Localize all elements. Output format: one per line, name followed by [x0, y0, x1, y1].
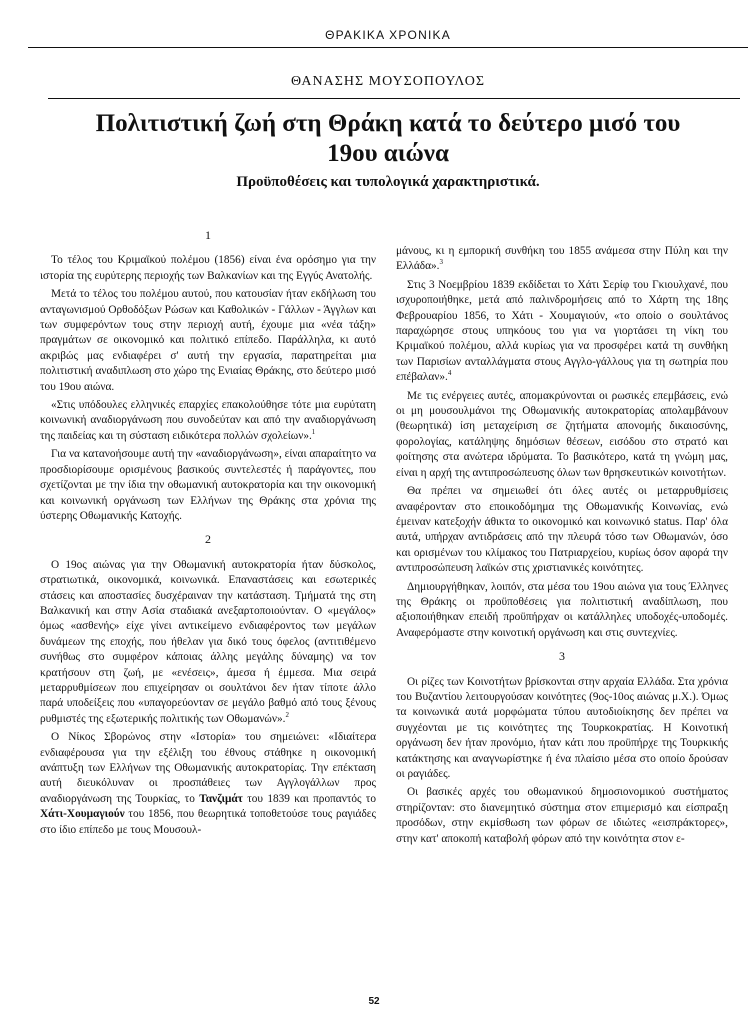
article-subtitle: Προϋποθέσεις και τυπολογικά χαρακτηριστικά.: [236, 174, 540, 190]
paragraph: Με τις ενέργειες αυτές, απομακρύνονται οι ρωσικές επεμβάσεις, ενώ οι μη μουσουλμάνοι της Οθωμανικής αυτοκρατορίας απολαμβάνουν (θεωρητικά) ίση μεταχείριση σε ζητήματα απονομής δικαιοσύνης, φορολογίας, κατάληψης δημόσιων θέσεων, εισόδου στο στρατό και φοίτησης στα ανώτερα ιδρύματα. Το βασικότερο, κατά τη γνώμη μας, είναι η αρχή της αντιπροσώπευσης όλων των θρησκευτικών κοινοτήτων.: [396, 389, 728, 479]
paragraph-text: Στις 3 Νοεμβρίου 1839 εκδίδεται το Χάτι Σερίφ του Γκιουλχανέ, που ισχυροποιήθηκε, μετά από παλινδρομήσεις από το Χάρτη της 18ης Φεβρουαρίου 1856, το Χάτι - Χουμαγιούν, «το οποίο ο σουλτάνος παραχώρησε στους υπηκόους του για να γιορτάσει τη νίκη του Κριμαϊκού πολέμου, αλλά κυρίως για να προσφέρει κατά τη συνθήκη των Παρισίων ανταλλάγματα στους Αγγλο-γάλλους για τη σωτηρία που επέβαλαν».: [396, 278, 728, 384]
page-number: 52: [368, 996, 380, 1007]
paragraph: [396, 244, 728, 275]
section-number-1: 1: [205, 228, 211, 242]
quote-text: «Στις υπόδουλες ελληνικές επαρχίες επακολούθησε τότε μια ευρύτατη κοινωνική αναδιοργάνωση που συνοδεύταν και από την αναδιοργάνωση της παιδείας και τη σύσταση ειδικότερα πολλών σχολείων».: [40, 399, 376, 442]
paragraph-text: μάνους, κι η εμπορική συνθήκη του 1855 ανάμεσα στην Πύλη και την Ελλάδα».: [396, 245, 728, 273]
right-column: [396, 244, 728, 850]
paragraph: Θα πρέπει να σημειωθεί ότι όλες αυτές οι μεταρρυθμίσεις αναφέρονταν στο εποικοδόμημα της Οθωμανικής Κοινωνίας, ενώ έμειναν κατεξοχήν άθικτα το οικονομικό και κοινωνικό status. Παρ' όλα αυτά, υπήρχαν αντιδράσεις από την πλευρά τόσο των Οθωμανών, όσο και ορισμένων του κλίμακος του Πατριαρχείου, κυρίως όσον αφορά την αντιπροσώπευση λαϊκών στις χριστιανικές κοινότητες.: [396, 485, 728, 575]
paragraph: Οι βασικές αρχές του οθωμανικού δημοσιονομικού συστήματος στηρίζονταν: στο διανεμητικό σύστημα στον επιμερισμό και είσπραξη προσόδων, στην εκμίσθωση των φόρων σε ιδιώτες «εισπράκτορες», στην κατ' αποκοπή καταβολή φόρων από την κοινότητα στον ε-: [396, 786, 728, 845]
left-column: [40, 224, 376, 841]
paragraph: [396, 278, 728, 386]
bold-term: Τανζιμάτ: [199, 792, 243, 805]
paragraph-text: Ο 19ος αιώνας για την Οθωμανική αυτοκρατορία ήταν δύσκολος, στρατιωτικά, οικονομικά, κοινωνικά. Επαναστάσεις και εσωτερικές στάσεις και αποστασίες δυσχέραιναν την κατάσταση. Τμήματά της στη Βαλκανική και στην Ασία σταδιακά ανεξαρτοποιούνταν. Ο «μεγάλος» όμως «ασθενής» είχε γίνει αντικείμενο ενδιαφέροντος των μεγάλων δυνάμεων της εποχής, που ήθελαν για δικό τους όφελος (αντιτιθέμενο συνήθως στο συμφέρον κάποιας άλλης μεγάλης δύναμης) να τον κρατήσουν στη ζωή, με «ενέσεις», άμεσα ή έμμεσα. Μια σειρά μεταρρυθμίσεων που επιχείρησαν οι σουλτάνοι δεν ήταν τίποτε άλλο παρά υποδείξεις που «υπαγορεύονταν σε μεγάλο βαθμό από τους ξένους ρυθμιστές της εξωτερικής πολιτικής των Οθωμανών».: [40, 558, 376, 725]
author-name: ΘΑΝΑΣΗΣ ΜΟΥΣΟΠΟΥΛΟΣ: [290, 74, 486, 89]
footnote-ref: 3: [439, 258, 443, 267]
paragraph-text: του 1856, που θεωρητικά τοποθετούσε τους ραγιάδες στο ίδιο επίπεδο με τους Μουσουλ-: [40, 808, 376, 836]
paragraph: [40, 730, 376, 838]
journal-title: ΘΡΑΚΙΚΑ ΧΡΟΝΙΚΑ: [325, 28, 451, 42]
paragraph: Το τέλος του Κριμαϊκού πολέμου (1856) είναι ένα ορόσημο για την ιστορία της ευρύτερης περιοχής των Βαλκανίων και της Εγγύς Ανατολής.: [40, 254, 376, 282]
paragraph: Δημιουργήθηκαν, λοιπόν, στα μέσα του 19ου αιώνα για τους Έλληνες της Θράκης οι προϋποθέσεις για πολιτιστική αναδίπλωση, που αξιοποιήθηκαν επειδή προϋπήρχαν οι κατάλληλες υποδοχές-υποδομές. Αναφερόμαστε στην κοινοτική οργάνωση και στις συντεχνίες.: [396, 580, 728, 639]
footnote-ref: 4: [447, 369, 452, 378]
paragraph-text: Ο Νίκος Σβορώνος στην «Ιστορία» του σημειώνει: «Ιδιαίτερα ενδιαφέρουσα για την εξέλιξη του έθνους στάθηκε η οικονομική ανάπτυξη των Ελλήνων της Οθωμανικής αυτοκρατορίας. Την επέκταση αυτή διευκόλυναν οι προσπάθειες των Αγγλογάλλων προς αναδιοργάνωση της Τουρκίας, το: [40, 731, 376, 805]
author-rule: [48, 98, 740, 99]
article-title: Πολιτιστική ζωή στη Θράκη κατά το δεύτερο μισό του 19ου αιώνα: [95, 110, 681, 167]
bold-term: Χάτι-Χουμαγιούν: [40, 808, 125, 821]
paragraph: [40, 558, 376, 727]
footnote-ref: 1: [311, 428, 316, 437]
paragraph: Οι ρίζες των Κοινοτήτων βρίσκονται στην αρχαία Ελλάδα. Στα χρόνια του Βυζαντίου λειτουργούσαν κοινότητες (9ος-10ος αιώνας μ.Χ.). Όμως τα κοινωνικά αυτά μορφώματα τύπου αυτοδιοίκησης δεν πρέπει να συγχέονται με τις κοινότητες της Τουρκοκρατίας. Η Κοινοτική οργάνωση δεν ήταν προνόμιο, ήταν κάτι που προϋπήρχε της Τουρκικής κατάκτησης και αναγνωρίστηκε ή ένα πλαίσιο μέσα στο οποίο δρούσαν οι ραγιάδες.: [396, 675, 728, 780]
paragraph-text: του 1839 και προπαντός το: [242, 792, 376, 805]
page-header: [28, 28, 748, 191]
paragraph: Μετά το τέλος του πολέμου αυτού, που κατουσίαν ήταν εκδήλωση του ανταγωνισμού Ορθοδόξων Ρώσων και Καθολικών - Γάλλων - Άγγλων και των συμφερόντων τους στην περιοχή αυτή, έχουμε μια «νέα τάξη» πραγμάτων σε οικονομικό και πολιτικό επίπεδο. Παράλληλα, κι αυτό ακριβώς μας ενδιαφέρει σ' αυτή την εργασία, παρατηρείται μια πολιτιστική αναδιπλωση στο χώρο της Ενιαίας Θράκης, στο δεύτερο μισό του 19ου αιώνα.: [40, 288, 376, 393]
paragraph: Για να κατανοήσουμε αυτή την «αναδιοργάνωση», είναι απαραίτητο να προσδιορίσουμε ορισμένους βασικούς συντελεστές ή παράγοντες, που σχετίζονται με την ίδια την οθωμανική αυτοκρατορία και την οικονομική και κοινωνική οργάνωση των Ελλήνων της Θράκης στα χρόνια της ύστερης Οθωμανικής Κατοχής.: [40, 448, 376, 522]
paragraph: [40, 398, 376, 444]
section-number-3: 3: [559, 649, 565, 664]
section-number-2: 2: [205, 532, 211, 547]
footnote-ref: 2: [285, 711, 289, 720]
header-rule: [28, 47, 748, 48]
